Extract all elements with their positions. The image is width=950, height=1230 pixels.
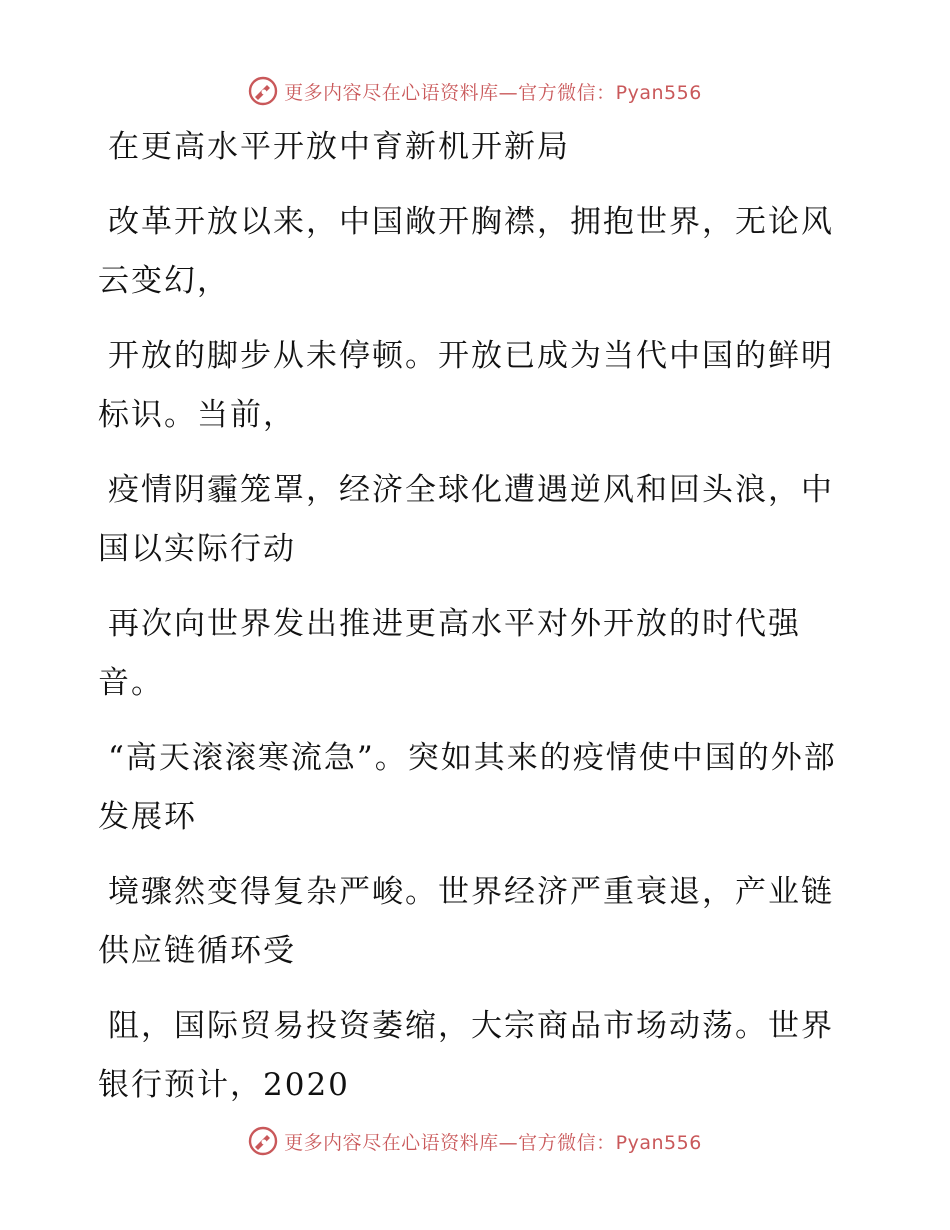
paragraph-3: 疫情阴霾笼罩，经济全球化遭遇逆风和回头浪，中国以实际行动 — [98, 472, 834, 567]
header-watermark — [0, 71, 950, 111]
footer-watermark — [0, 1121, 950, 1161]
watermark-text: 更多内容尽在心语资料库—官方微信：Pyan556 — [284, 81, 702, 104]
paragraph-6: 境骤然变得复杂严峻。世界经济严重衰退，产业链供应链循环受 — [98, 874, 834, 969]
pen-nib-logo-icon — [248, 1126, 278, 1156]
document-body — [98, 118, 838, 1131]
document-title: 在更高水平开放中育新机开新局 — [108, 129, 570, 165]
paragraph-7: 阻，国际贸易投资萎缩，大宗商品市场动荡。世界银行预计，2020 — [98, 1008, 834, 1103]
watermark-text: 更多内容尽在心语资料库—官方微信：Pyan556 — [284, 1131, 702, 1154]
paragraph-5: “高天滚滚寒流急”。突如其来的疫情使中国的外部发展环 — [98, 740, 837, 835]
paragraph-2: 开放的脚步从未停顿。开放已成为当代中国的鲜明标识。当前， — [98, 338, 834, 433]
pen-nib-logo-icon — [248, 76, 278, 106]
paragraph-1: 改革开放以来，中国敞开胸襟，拥抱世界，无论风云变幻， — [98, 204, 834, 299]
paragraph-4: 再次向世界发出推进更高水平对外开放的时代强音。 — [98, 606, 801, 701]
